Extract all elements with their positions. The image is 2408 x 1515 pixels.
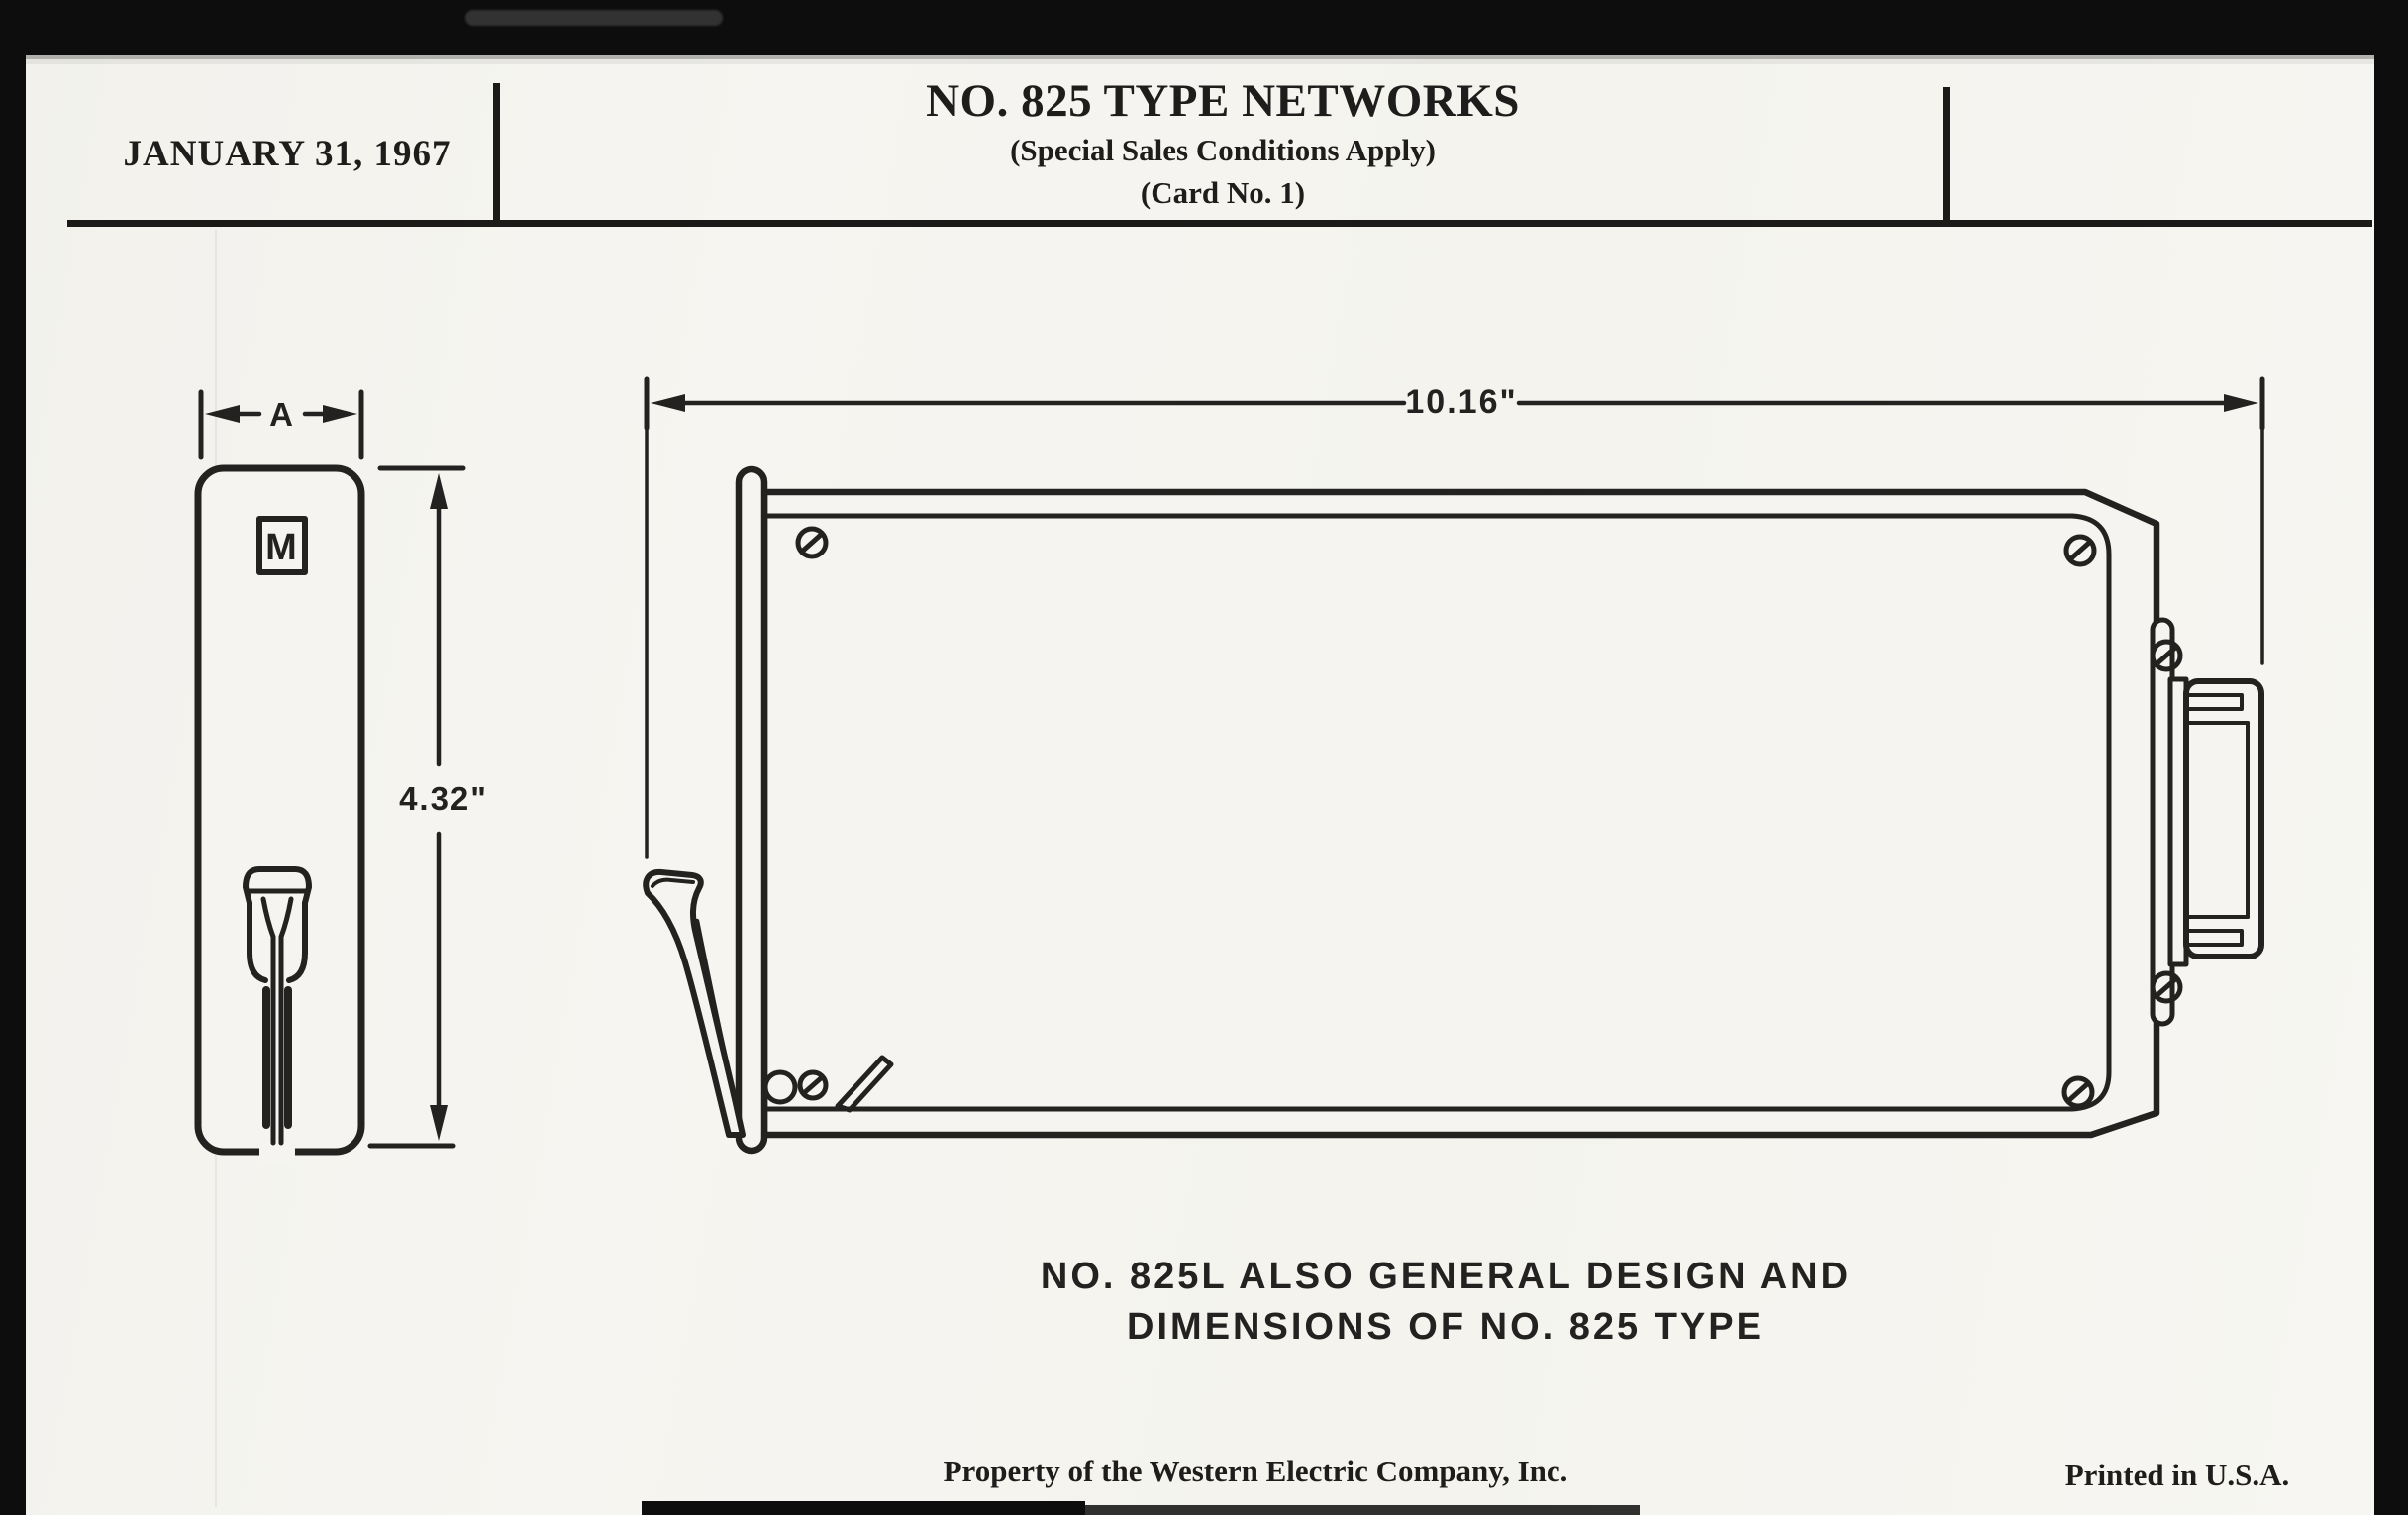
dimension-height-label: 4.32" [399, 780, 488, 817]
card-number: (Card No. 1) [1140, 175, 1306, 210]
front-panel [739, 469, 764, 1151]
dimension-width-label: 10.16" [1405, 383, 1518, 421]
issue-date: JANUARY 31, 1967 [123, 134, 452, 174]
page-title: NO. 825 TYPE NETWORKS [926, 75, 1520, 127]
latch-lever [646, 872, 743, 1135]
footer-property-notice: Property of the Western Electric Company, Inc. [943, 1454, 1568, 1488]
latch-slot-gap [259, 1141, 295, 1162]
dimension-A [201, 392, 361, 457]
chassis-outline [764, 492, 2157, 1135]
marking-label: M [265, 527, 299, 568]
drawing-caption [1030, 1252, 1861, 1353]
caption-line-2: DIMENSIONS OF NO. 825 TYPE [1127, 1306, 1764, 1348]
side-view [198, 392, 488, 1162]
dimension-height [370, 468, 488, 1146]
dimension-A-label: A [269, 396, 295, 433]
connector [2186, 681, 2261, 957]
caption-line-1: NO. 825L ALSO GENERAL DESIGN AND [1040, 1256, 1852, 1297]
footer-printed-in: Printed in U.S.A. [2064, 1458, 2290, 1492]
page-subtitle: (Special Sales Conditions Apply) [1010, 133, 1436, 167]
front-view [646, 379, 2262, 1151]
